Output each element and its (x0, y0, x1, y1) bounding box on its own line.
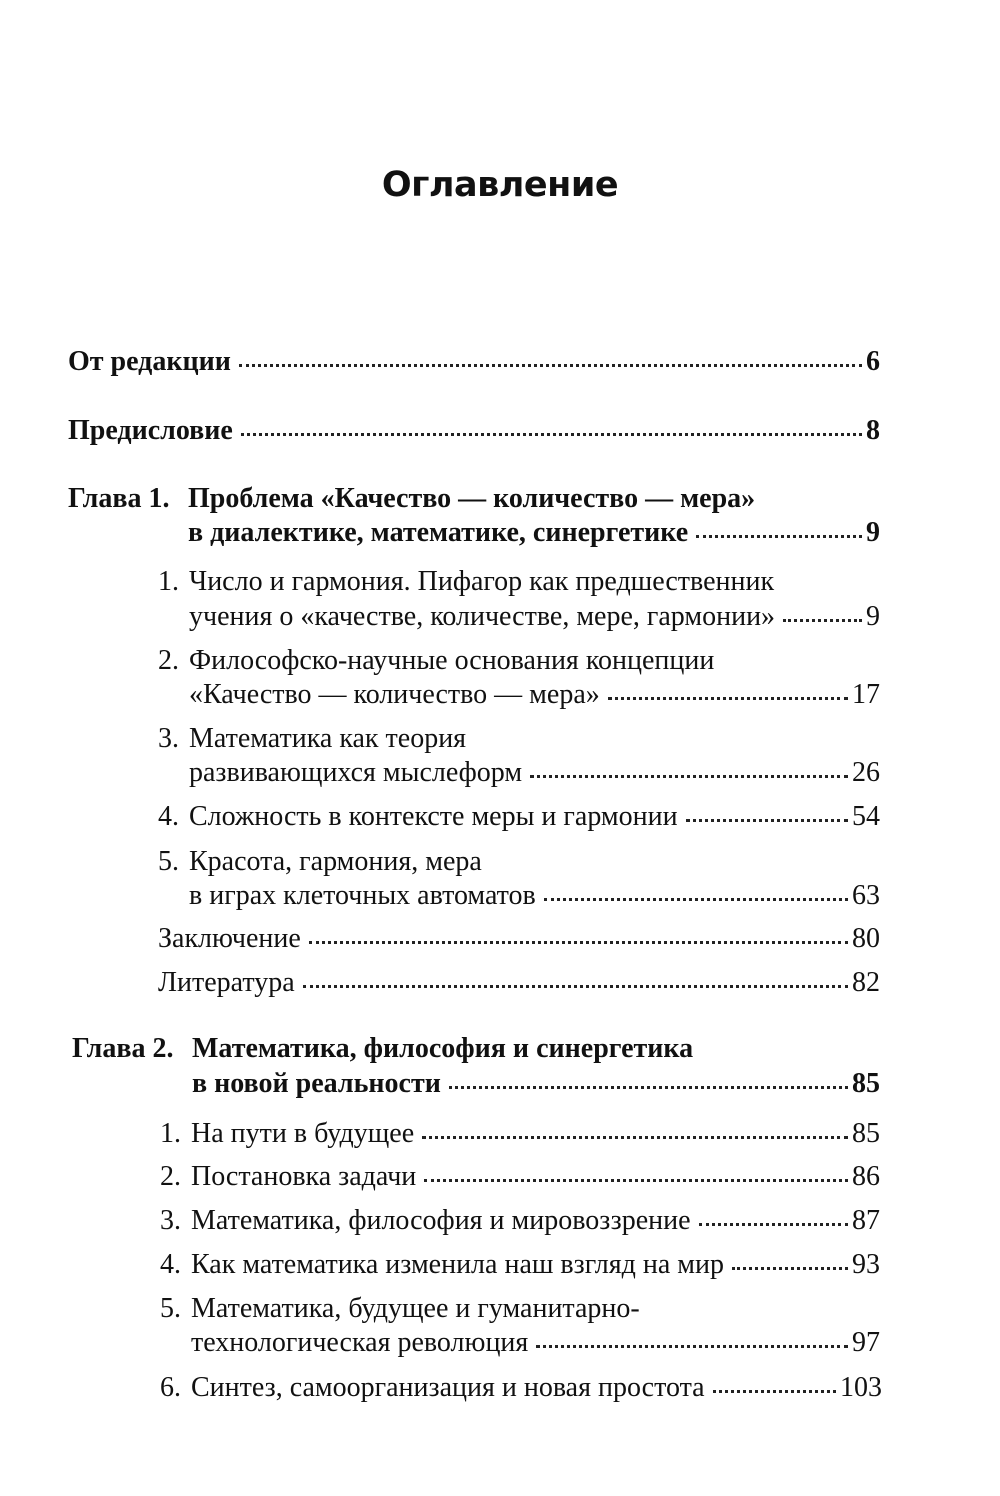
dot-leader (783, 619, 862, 622)
entry-label: На пути в будущее (191, 1118, 415, 1149)
page-number: 86 (852, 1161, 880, 1192)
section-1-3-line1[interactable]: Математика как теория (189, 723, 467, 754)
section-2-3[interactable] (160, 1204, 880, 1238)
entry-label: учения о «качестве, количестве, мере, гармонии» (189, 601, 776, 632)
page-number: 9 (866, 517, 880, 548)
dot-leader (241, 433, 862, 436)
section-number: 5. (160, 1293, 181, 1324)
entry-label: в играх клеточных автоматов (189, 880, 536, 911)
section-number: 6. (160, 1372, 181, 1403)
dot-leader (699, 1223, 848, 1226)
section-number: 5. (158, 846, 179, 877)
dot-leader (309, 941, 848, 944)
section-2-5-line1[interactable]: Математика, будущее и гуманитарно- (191, 1293, 640, 1324)
page-number: 6 (866, 346, 880, 377)
chapter-1-title-line2[interactable] (188, 516, 880, 550)
chapter-2-title-line2[interactable] (192, 1067, 880, 1101)
section-1-1-line2[interactable] (189, 600, 880, 634)
dot-leader (530, 775, 848, 778)
dot-leader (696, 535, 862, 538)
dot-leader (239, 364, 862, 367)
entry-label: Как математика изменила наш взгляд на мир (191, 1249, 724, 1280)
section-number: 2. (160, 1161, 181, 1192)
entry-label: От редакции (68, 346, 231, 377)
section-1-5-line1[interactable]: Красота, гармония, мера (189, 846, 482, 877)
section-2-2[interactable] (160, 1160, 880, 1194)
toc-entry-conclusion[interactable] (158, 922, 880, 956)
entry-label: развивающихся мыслеформ (189, 757, 523, 788)
entry-label: в диалектике, математике, синергетике (188, 517, 689, 548)
chapter-2-prefix: Глава 2. (72, 1033, 174, 1064)
section-number: 1. (158, 566, 179, 597)
entry-label: в новой реальности (192, 1068, 441, 1099)
section-2-1[interactable] (160, 1117, 880, 1151)
section-1-3-line2[interactable] (189, 756, 880, 790)
dot-leader (449, 1086, 848, 1089)
section-number: 2. (158, 645, 179, 676)
chapter-1-prefix: Глава 1. (68, 483, 170, 514)
page-number: 85 (852, 1118, 880, 1149)
section-1-4[interactable] (158, 800, 880, 834)
page-number: 63 (852, 880, 880, 911)
section-1-2-line1[interactable]: Философско-научные основания концепции (189, 645, 715, 676)
page-number: 103 (840, 1372, 882, 1403)
section-1-2-line2[interactable] (189, 678, 880, 712)
toc-entry-preface[interactable] (68, 414, 880, 448)
section-1-1-line1[interactable]: Число и гармония. Пифагор как предшественник (189, 566, 775, 597)
dot-leader (732, 1267, 848, 1270)
entry-label: Математика, философия и мировоззрение (191, 1205, 691, 1236)
dot-leader (422, 1136, 848, 1139)
section-number: 3. (158, 723, 179, 754)
dot-leader (544, 898, 848, 901)
section-number: 4. (158, 801, 179, 832)
page-number: 93 (852, 1249, 880, 1280)
page-number: 8 (866, 415, 880, 446)
dot-leader (303, 985, 848, 988)
section-2-6[interactable] (160, 1371, 882, 1405)
page-number: 17 (852, 679, 880, 710)
entry-label: технологическая революция (191, 1327, 529, 1358)
entry-label: «Качество — количество — мера» (189, 679, 600, 710)
section-2-5-line2[interactable] (191, 1326, 880, 1360)
toc-entry-editorial[interactable] (68, 345, 880, 379)
entry-label: Постановка задачи (191, 1161, 417, 1192)
dot-leader (686, 819, 848, 822)
entry-label: Предисловие (68, 415, 233, 446)
section-number: 3. (160, 1205, 181, 1236)
dot-leader (424, 1179, 848, 1182)
page-number: 87 (852, 1205, 880, 1236)
section-number: 4. (160, 1249, 181, 1280)
section-number: 1. (160, 1118, 181, 1149)
entry-label: Литература (158, 967, 295, 998)
page-number: 97 (852, 1327, 880, 1358)
dot-leader (713, 1390, 836, 1393)
dot-leader (608, 697, 848, 700)
dot-leader (536, 1345, 848, 1348)
page-number: 26 (852, 757, 880, 788)
page-number: 9 (866, 601, 880, 632)
chapter-1-title-line1[interactable]: Проблема «Качество — количество — мера» (188, 483, 756, 514)
page-number: 80 (852, 923, 880, 954)
page-number: 54 (852, 801, 880, 832)
chapter-2-title-line1[interactable]: Математика, философия и синергетика (192, 1033, 694, 1064)
entry-label: Сложность в контексте меры и гармонии (189, 801, 678, 832)
page-number: 82 (852, 967, 880, 998)
page-number: 85 (852, 1068, 880, 1099)
section-2-4[interactable] (160, 1248, 880, 1282)
toc-entry-literature[interactable] (158, 966, 880, 1000)
entry-label: Заключение (158, 923, 301, 954)
entry-label: Синтез, самоорганизация и новая простота (191, 1372, 705, 1403)
section-1-5-line2[interactable] (189, 879, 880, 913)
page-title: Оглавление (381, 165, 619, 205)
